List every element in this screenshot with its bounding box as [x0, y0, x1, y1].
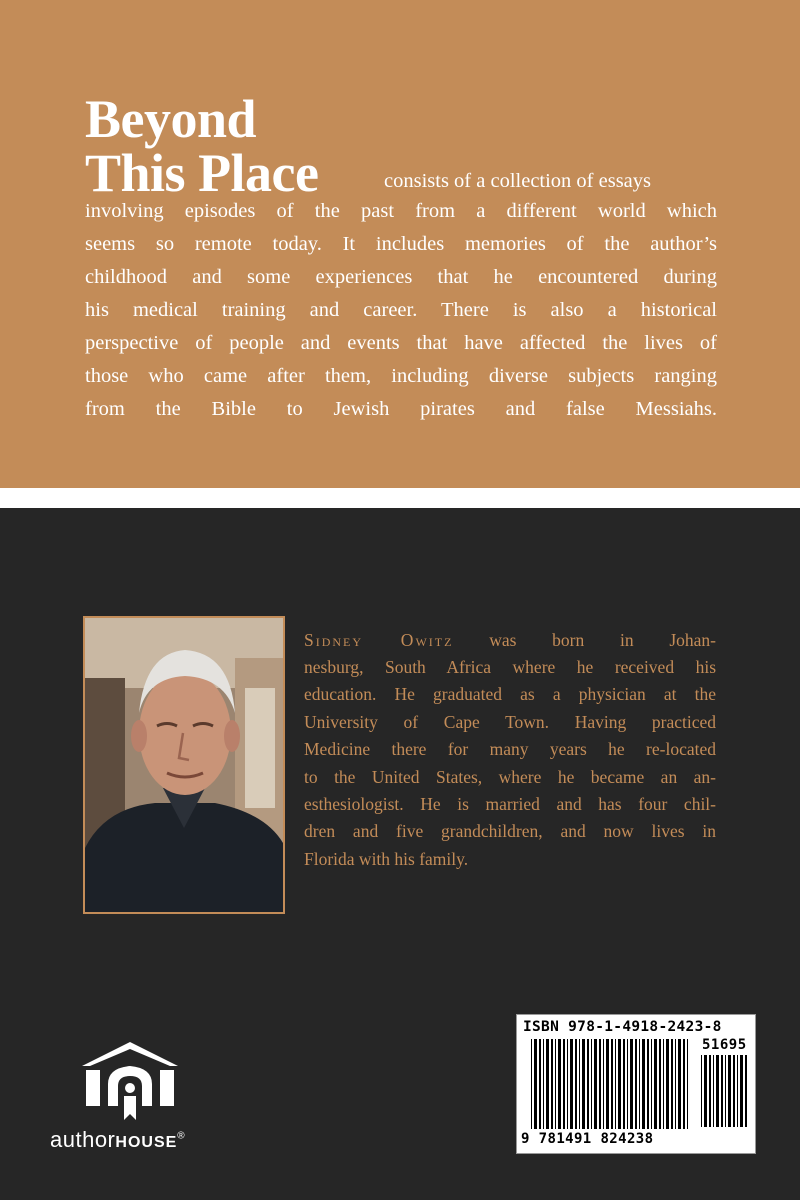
barcode-bar	[603, 1039, 604, 1129]
bio-line-9: Florida with his family.	[304, 849, 469, 869]
barcode-bar	[539, 1039, 541, 1129]
barcode-bar	[721, 1055, 723, 1127]
blurb-line-8: from the Bible to Jewish pirates and false Messiahs.	[85, 398, 717, 420]
barcode-bar	[745, 1055, 747, 1127]
blurb-line-6: perspective of people and events that have affected the lives of	[85, 332, 717, 354]
barcode-bar	[615, 1039, 616, 1129]
barcode-bar	[591, 1039, 592, 1129]
bio-line-4: University of Cape Town. Having practiced	[304, 712, 716, 732]
barcode-bar	[630, 1039, 633, 1129]
barcode-bar	[623, 1039, 625, 1129]
barcode-bar	[683, 1039, 685, 1129]
bio-line-7: esthesiologist. He is married and has four chil-	[304, 794, 716, 814]
barcode-bar	[555, 1039, 556, 1129]
barcode-bar	[543, 1039, 544, 1129]
blurb-line-4: childhood and some experiences that he encountered during	[85, 266, 717, 288]
barcode-bar	[647, 1039, 649, 1129]
barcode-bar	[599, 1039, 601, 1129]
barcode-bar	[740, 1055, 743, 1127]
book-title-line-2: This Place	[85, 143, 319, 203]
barcode-bar	[587, 1039, 589, 1129]
ean-number: 9 781491 824238	[521, 1131, 654, 1147]
barcode-bar	[687, 1039, 688, 1129]
barcode-bar	[582, 1039, 585, 1129]
bio-line-6: to the United States, where he became an an-	[304, 767, 716, 787]
barcode-bar	[716, 1055, 719, 1127]
barcode-bar	[611, 1039, 613, 1129]
bio-line-2: nesburg, South Africa where he received his	[304, 657, 716, 677]
barcode-bar	[675, 1039, 676, 1129]
authorhouse-logo-icon	[78, 1040, 182, 1122]
book-title-line-1: Beyond	[85, 89, 257, 149]
barcode-bar	[534, 1039, 537, 1129]
registered-mark: ®	[177, 1130, 186, 1142]
barcode-bar	[551, 1039, 553, 1129]
barcode-bar	[728, 1055, 731, 1127]
author-portrait-illustration	[85, 618, 283, 912]
barcode-bar	[618, 1039, 621, 1129]
barcode-bar	[558, 1039, 561, 1129]
publisher-name-upper: HOUSE	[115, 1134, 178, 1151]
barcode-bar	[570, 1039, 573, 1129]
barcode-bar	[594, 1039, 597, 1129]
barcode-bar	[725, 1055, 726, 1127]
blurb-line-1: consists of a collection of essays	[384, 170, 652, 192]
barcode-bar	[733, 1055, 735, 1127]
publisher-wordmark	[50, 1127, 185, 1153]
white-divider	[0, 488, 800, 508]
author-name: Sidney Owitz	[304, 630, 454, 650]
barcode-bar	[563, 1039, 565, 1129]
barcode-bar	[678, 1039, 681, 1129]
barcode-bar	[709, 1055, 711, 1127]
bio-first-rest: was born in Johan-	[453, 630, 716, 650]
bio-line-8: dren and five grandchildren, and now lives in	[304, 821, 716, 841]
barcode-bar	[704, 1055, 707, 1127]
barcode-bar	[666, 1039, 669, 1129]
barcode-bar	[737, 1055, 738, 1127]
publisher-name-lower: author	[50, 1127, 116, 1152]
isbn-text: ISBN 978-1-4918-2423-8	[523, 1019, 722, 1035]
bio-line-1	[304, 627, 716, 654]
blurb-line-2: involving episodes of the past from a different world which	[85, 200, 717, 222]
barcode-bar	[642, 1039, 645, 1129]
isbn-barcode	[516, 1014, 756, 1154]
barcode-bar	[531, 1039, 532, 1129]
barcode-bar	[659, 1039, 661, 1129]
blurb-line-7: those who came after them, including diverse subjects ranging	[85, 365, 717, 387]
barcode-bar	[575, 1039, 577, 1129]
addon-barcode-bars	[701, 1055, 749, 1149]
addon-number: 51695	[702, 1037, 747, 1053]
bio-line-5: Medicine there for many years he re-located	[304, 739, 716, 759]
barcode-bar	[654, 1039, 657, 1129]
barcode-bar	[713, 1055, 714, 1127]
barcode-bar	[635, 1039, 637, 1129]
barcode-bar	[663, 1039, 664, 1129]
barcode-bar	[651, 1039, 652, 1129]
barcode-bar	[546, 1039, 549, 1129]
barcode-bar	[701, 1055, 702, 1127]
bio-line-3: education. He graduated as a physician at the	[304, 684, 716, 704]
barcode-bar	[639, 1039, 640, 1129]
blurb-line-3: seems so remote today. It includes memories of the author’s	[85, 233, 717, 255]
barcode-bar	[671, 1039, 673, 1129]
ean-barcode-bars	[531, 1039, 691, 1131]
barcode-bar	[606, 1039, 609, 1129]
barcode-bar	[579, 1039, 580, 1129]
blurb-panel	[0, 0, 800, 488]
barcode-bar	[567, 1039, 568, 1129]
blurb-line-5: his medical training and career. There is also a historical	[85, 299, 717, 321]
barcode-bar	[627, 1039, 628, 1129]
author-photo	[83, 616, 285, 914]
